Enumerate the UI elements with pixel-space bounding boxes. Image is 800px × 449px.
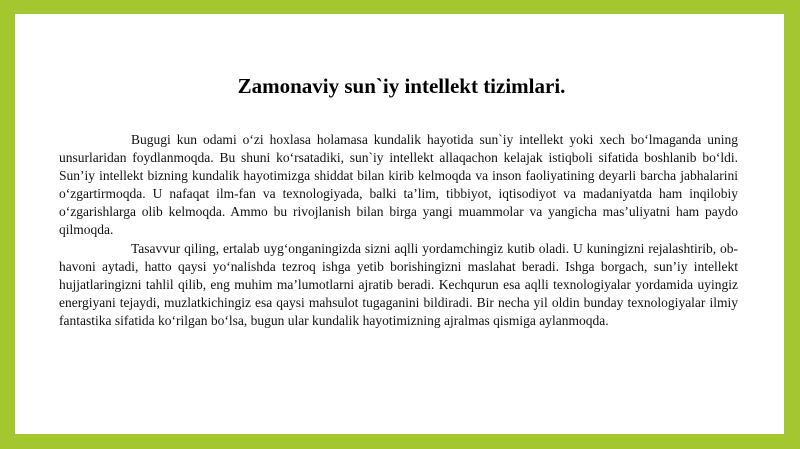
slide-page (15, 14, 784, 434)
slide-title: Zamonaviy sun`iy intellekt tizimlari. (237, 74, 566, 98)
body-paragraph-1: Bugugi kun odami o‘zi hoxlasa holamasa kundalik hayotida sun`iy intellekt yoki xech bo‘lmaganda uning unsurlaridan foydlanmoqda. Bu shuni ko‘rsatadiki, sun`iy intellekt allaqachon kelajak istiqboli sifatida boshlanib bo‘ldi. Sun’iy intellekt bizning kundalik hayotimizga shiddat bilan kirib kelmoqda va inson faoliyatining deyarli barcha jabhalarini o‘zgartirmoqda. U nafaqat ilm-fan va texnologiyada, balki ta’lim, tibbiyot, iqtisodiyot va madaniyatda ham inqilobiy o‘zgarishlarga olib kelmoqda. Ammo bu rivojlanish bilan birga yangi muammolar va yangicha mas’uliyatni ham paydo qilmoqda. (59, 132, 738, 238)
slide-body (59, 131, 738, 330)
body-paragraph-2: Tasavvur qiling, ertalab uyg‘onganingizda sizni aqlli yordamchingiz kutib oladi. U kuningizni rejalashtirib, ob-havoni aytadi, hatto qaysi yo‘nalishda tezroq ishga yetib borishingizni maslahat beradi. Ishga borgach, sun’iy intellekt hujjatlaringizni tahlil qilib, eng muhim ma’lumotlarni ajratib beradi. Kechqurun esa aqlli texnologiyalar yordamida uyingiz energiyani tejaydi, muzlatkichingiz esa qaysi mahsulot tugaganini bildiradi. Bir necha yil oldin bunday texnologiyalar ilmiy fantastika sifatida ko‘rilgan bo‘lsa, bugun ular kundalik hayotimizning ajralmas qismiga aylanmoqda. (59, 240, 738, 328)
